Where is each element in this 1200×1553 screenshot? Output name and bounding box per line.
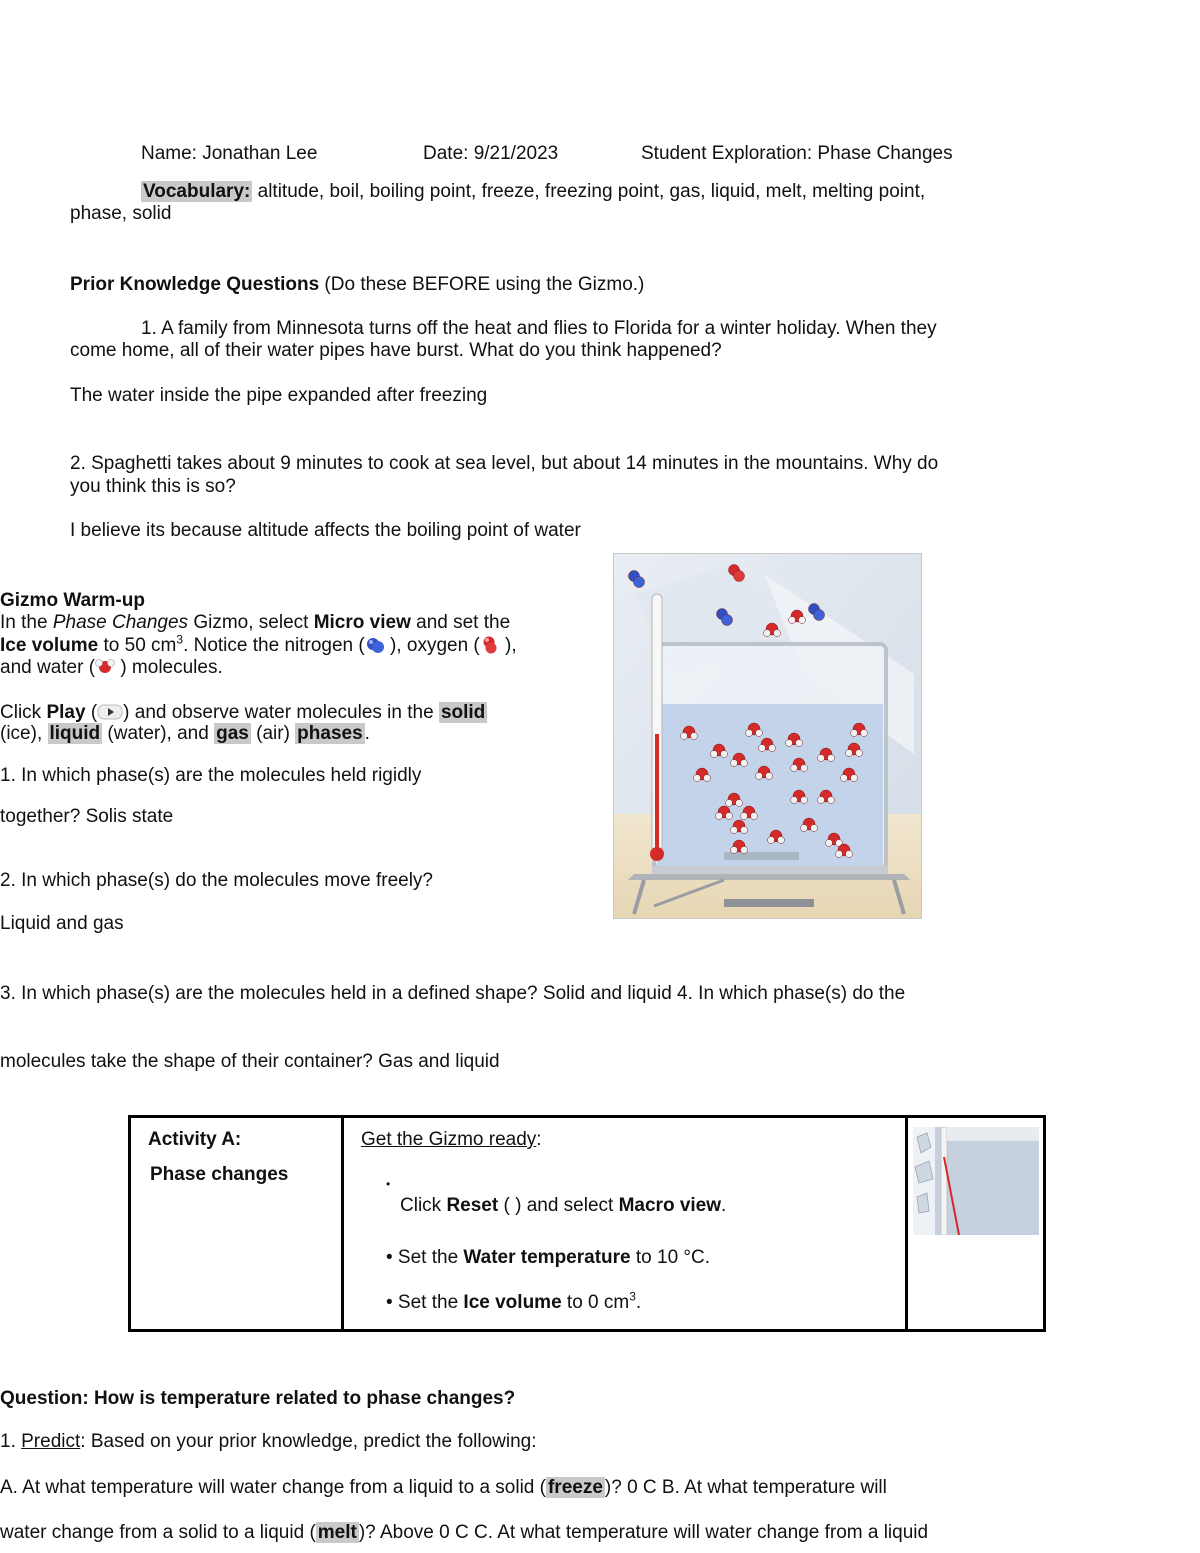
prior-q1-cont: come home, all of their water pipes have burst. What do you think happened?: [70, 340, 722, 361]
beaker-illustration: [614, 554, 921, 918]
warmup-line1: [0, 612, 510, 634]
t: 3: [176, 632, 184, 647]
t: .: [364, 723, 370, 744]
warmup-line5: [0, 723, 370, 745]
prior-q2: 2. Spaghetti takes about 9 minutes to cook at sea level, but about 14 minutes in the mountains. Why do: [70, 453, 939, 474]
t: Ice volume: [0, 635, 99, 656]
predict-a: [0, 1477, 887, 1499]
water-molecule-icon: [95, 658, 115, 676]
t: Gizmo, select: [188, 612, 314, 633]
warmup-line4: [0, 702, 487, 724]
nitrogen-molecule-icon: [365, 636, 385, 654]
t: to 10 °C.: [630, 1247, 711, 1268]
vocabulary-line: [141, 181, 925, 203]
t: Micro view: [313, 612, 411, 633]
warmup-q2: 2. In which phase(s) do the molecules move freely?: [0, 870, 433, 891]
t: A. At what temperature will water change from a liquid to a solid (: [0, 1477, 546, 1498]
t: water change from a solid to a liquid (: [0, 1522, 316, 1543]
question-heading: Question: How is temperature related to phase changes?: [0, 1388, 516, 1409]
warmup-q1: 1. In which phase(s) are the molecules held rigidly: [0, 765, 422, 786]
t: • Set the: [386, 1292, 464, 1313]
t: to 0 cm: [561, 1292, 630, 1313]
t: to 50 cm: [98, 635, 177, 656]
table-divider: [341, 1118, 344, 1329]
warmup-q3: 3. In which phase(s) are the molecules held in a defined shape? Solid and liquid 4. In which phase(s) do the: [0, 983, 906, 1004]
predict-b: [0, 1522, 928, 1544]
prior-q2-cont: you think this is so?: [70, 476, 236, 497]
t: and water (: [0, 657, 96, 678]
warmup-a2: Liquid and gas: [0, 913, 124, 934]
t: freeze: [547, 1477, 603, 1498]
vocabulary-terms-cont: phase, solid: [70, 203, 172, 224]
gizmo-macro-thumbnail: [913, 1127, 1039, 1235]
gizmo-ready-heading: [361, 1129, 542, 1151]
t: Click: [0, 702, 47, 723]
step-water-temp: [386, 1247, 710, 1269]
t: ) and observe water molecules in the: [123, 702, 439, 723]
t: 3: [629, 1289, 636, 1304]
t: and set the: [410, 612, 511, 633]
activity-title: Activity A:: [148, 1129, 242, 1150]
t: (air): [250, 723, 296, 744]
t: Macro view: [618, 1195, 722, 1216]
vocabulary-terms: altitude, boil, boiling point, freeze, freezing point, gas, liquid, melt, melting point,: [252, 181, 926, 202]
t: : Based on your prior knowledge, predict the following:: [80, 1431, 537, 1452]
t: Predict: [21, 1431, 81, 1452]
student-name: Name: Jonathan Lee: [141, 143, 318, 164]
heading-note: (Do these BEFORE using the Gizmo.): [319, 274, 645, 295]
heading-bold: Prior Knowledge Questions: [70, 274, 320, 295]
t: .: [721, 1195, 727, 1216]
t: Play: [46, 702, 86, 723]
t: .: [635, 1292, 642, 1313]
t: Click: [400, 1195, 447, 1216]
predict-line: [0, 1431, 537, 1453]
step-ice-volume: [386, 1289, 642, 1314]
t: phases: [297, 723, 363, 744]
step-reset: [400, 1195, 726, 1217]
t: Water temperature: [463, 1247, 631, 1268]
t: In the: [0, 612, 53, 633]
t: ( ) and select: [498, 1195, 619, 1216]
t: (water), and: [102, 723, 215, 744]
gizmo-micro-view-image: [613, 553, 922, 919]
t: :: [536, 1129, 542, 1150]
t: ), oxygen (: [384, 635, 480, 656]
t: (ice),: [0, 723, 48, 744]
vocabulary-label: Vocabulary:: [143, 181, 251, 202]
warmup-heading: Gizmo Warm-up: [0, 590, 145, 611]
document-title: Student Exploration: Phase Changes: [641, 143, 953, 164]
t: ) molecules.: [115, 657, 223, 678]
warmup-q4: molecules take the shape of their container? Gas and liquid: [0, 1051, 500, 1072]
table-divider: [905, 1118, 908, 1329]
prior-knowledge-heading: [70, 274, 644, 296]
t: (: [85, 702, 98, 723]
t: )? Above 0 C C. At what temperature will water change from a liquid: [358, 1522, 929, 1543]
bullet: •: [386, 1177, 391, 1191]
t: Reset: [446, 1195, 499, 1216]
play-button-icon: [97, 703, 123, 721]
t: . Notice the nitrogen (: [183, 635, 365, 656]
t: • Set the: [386, 1247, 464, 1268]
oxygen-molecule-icon: [480, 636, 500, 654]
thumbnail-image: [913, 1127, 1039, 1235]
warmup-a1: together? Solis state: [0, 806, 174, 827]
t: melt: [317, 1522, 357, 1543]
warmup-line3: [0, 657, 223, 679]
gizmo-name: Phase Changes: [52, 612, 189, 633]
prior-q1: 1. A family from Minnesota turns off the heat and flies to Florida for a winter holiday. When they: [141, 318, 937, 339]
t: Get the Gizmo ready: [361, 1129, 537, 1150]
prior-a1: The water inside the pipe expanded after freezing: [70, 385, 488, 406]
date: Date: 9/21/2023: [423, 143, 559, 164]
t: )? 0 C B. At what temperature will: [604, 1477, 887, 1498]
activity-subtitle: Phase changes: [150, 1164, 289, 1185]
t: solid: [440, 702, 486, 723]
t: ),: [499, 635, 517, 656]
t: gas: [216, 723, 249, 744]
prior-a2: I believe its because altitude affects the boiling point of water: [70, 520, 581, 541]
t: 1.: [0, 1431, 22, 1452]
t: liquid: [49, 723, 101, 744]
warmup-line2: [0, 632, 517, 657]
t: Ice volume: [463, 1292, 562, 1313]
